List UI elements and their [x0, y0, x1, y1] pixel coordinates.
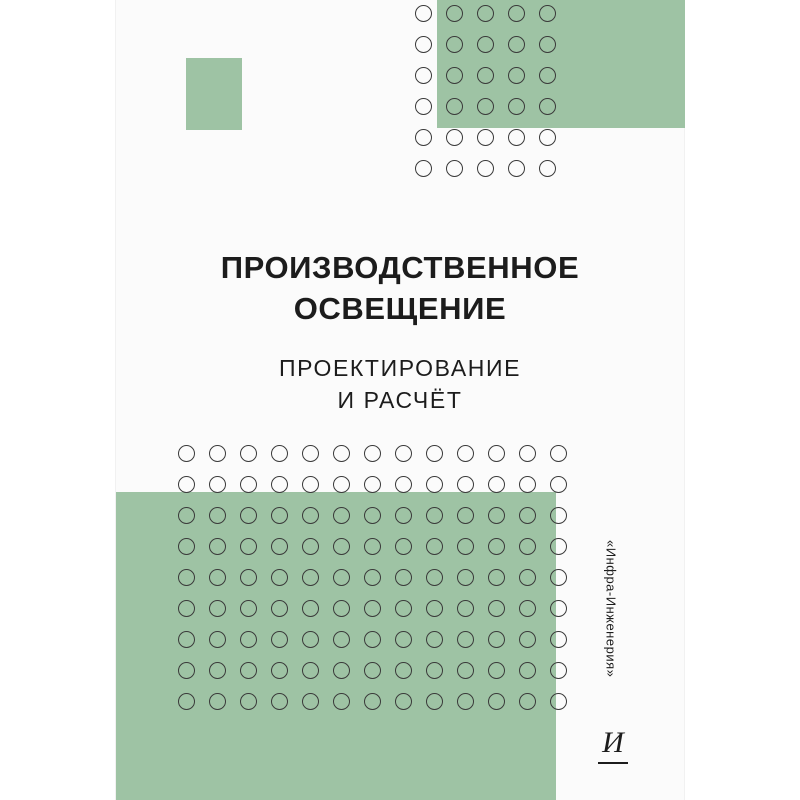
decorative-dot [415, 160, 432, 177]
decorative-dot [395, 693, 412, 710]
decorative-dot [302, 693, 319, 710]
decorative-dot [488, 693, 505, 710]
decorative-dot [178, 507, 195, 524]
decorative-dot [508, 129, 525, 146]
decorative-dot [395, 538, 412, 555]
decorative-dot [426, 662, 443, 679]
decorative-dot [209, 693, 226, 710]
decorative-dot [302, 662, 319, 679]
publisher-logo-icon: И [598, 722, 628, 764]
decorative-dot [302, 600, 319, 617]
decorative-dot [426, 538, 443, 555]
decorative-dot [178, 631, 195, 648]
decorative-dot [178, 445, 195, 462]
decorative-dot [426, 631, 443, 648]
decorative-dot [178, 693, 195, 710]
decorative-dot [209, 662, 226, 679]
decorative-dot [539, 129, 556, 146]
decorative-dot [550, 662, 567, 679]
decorative-dot [477, 160, 494, 177]
decorative-dot [415, 98, 432, 115]
decorative-dot [488, 538, 505, 555]
decorative-dot [426, 693, 443, 710]
decorative-dot [209, 631, 226, 648]
decorative-dot [519, 600, 536, 617]
decorative-dot [508, 36, 525, 53]
decorative-dot [488, 600, 505, 617]
decorative-dot [508, 98, 525, 115]
decorative-dot [333, 631, 350, 648]
decorative-dot [457, 538, 474, 555]
decorative-dot [395, 600, 412, 617]
decorative-dot [488, 445, 505, 462]
decorative-dot [519, 631, 536, 648]
decorative-dot [446, 160, 463, 177]
decorative-dot [209, 600, 226, 617]
decorative-dot [508, 67, 525, 84]
decorative-dot [333, 507, 350, 524]
decorative-dot [415, 5, 432, 22]
publisher-name [596, 540, 626, 740]
decorative-dot [364, 631, 381, 648]
decorative-dot [519, 445, 536, 462]
decorative-dot [364, 600, 381, 617]
decorative-dot [333, 538, 350, 555]
decorative-dot [426, 445, 443, 462]
decorative-dot [446, 36, 463, 53]
decorative-dot [395, 631, 412, 648]
decorative-dot [415, 129, 432, 146]
decorative-dot [240, 569, 257, 586]
decorative-dot [446, 67, 463, 84]
title-block [116, 248, 684, 416]
decorative-dot [477, 67, 494, 84]
book-subtitle: ПРОЕКТИРОВАНИЕ И РАСЧЁТ [278, 354, 522, 413]
decorative-dot [426, 507, 443, 524]
decorative-dot [519, 507, 536, 524]
decorative-dot [271, 569, 288, 586]
decorative-dot [178, 600, 195, 617]
decorative-dot [333, 476, 350, 493]
decorative-dot [209, 569, 226, 586]
decorative-dot [550, 538, 567, 555]
decorative-dot [457, 693, 474, 710]
decorative-dot [209, 476, 226, 493]
decorative-dot [426, 600, 443, 617]
green-square-top [186, 58, 242, 130]
decorative-dot [240, 476, 257, 493]
decorative-dot [333, 569, 350, 586]
decorative-dot [550, 476, 567, 493]
decorative-dot [477, 5, 494, 22]
decorative-dot [395, 507, 412, 524]
decorative-dot [240, 631, 257, 648]
decorative-dot [539, 67, 556, 84]
decorative-dot [178, 662, 195, 679]
decorative-dot [364, 662, 381, 679]
decorative-dot [302, 507, 319, 524]
decorative-dot [240, 538, 257, 555]
decorative-dot [240, 662, 257, 679]
decorative-dot [333, 662, 350, 679]
decorative-dot [550, 445, 567, 462]
decorative-dot [271, 631, 288, 648]
decorative-dot [364, 445, 381, 462]
decorative-dot [302, 631, 319, 648]
decorative-dot [488, 507, 505, 524]
decorative-dot [539, 5, 556, 22]
decorative-dot [539, 160, 556, 177]
decorative-dot [488, 662, 505, 679]
decorative-dot [457, 631, 474, 648]
decorative-dot [446, 129, 463, 146]
decorative-dot [415, 67, 432, 84]
decorative-dot [519, 476, 536, 493]
decorative-dot [271, 507, 288, 524]
decorative-dot [488, 631, 505, 648]
decorative-dot [240, 445, 257, 462]
decorative-dot [209, 538, 226, 555]
decorative-dot [271, 600, 288, 617]
publisher-label: «Инфра-Инженерия» [603, 540, 619, 678]
decorative-dot [457, 662, 474, 679]
decorative-dot [302, 476, 319, 493]
decorative-dot [477, 129, 494, 146]
decorative-dot [271, 693, 288, 710]
decorative-dot [519, 538, 536, 555]
decorative-dot [550, 631, 567, 648]
decorative-dot [457, 445, 474, 462]
decorative-dot [539, 98, 556, 115]
decorative-dot [271, 538, 288, 555]
decorative-dot [302, 569, 319, 586]
decorative-dot [240, 600, 257, 617]
decorative-dot [395, 445, 412, 462]
decorative-dot [333, 693, 350, 710]
decorative-dot [457, 507, 474, 524]
decorative-dot [302, 538, 319, 555]
decorative-dot [457, 600, 474, 617]
decorative-dot [364, 507, 381, 524]
book-title: ПРОИЗВОДСТВЕННОЕ ОСВЕЩЕНИЕ [220, 250, 580, 326]
decorative-dot [446, 98, 463, 115]
decorative-dot [302, 445, 319, 462]
decorative-dot [488, 476, 505, 493]
decorative-dot [271, 445, 288, 462]
decorative-dot [550, 693, 567, 710]
decorative-dot [457, 569, 474, 586]
decorative-dot [333, 445, 350, 462]
decorative-dot [539, 36, 556, 53]
decorative-dot [209, 445, 226, 462]
decorative-dot [395, 569, 412, 586]
decorative-dot [364, 476, 381, 493]
decorative-dot [550, 600, 567, 617]
dot-grid-bottom [178, 445, 581, 724]
decorative-dot [415, 36, 432, 53]
decorative-dot [364, 693, 381, 710]
decorative-dot [477, 36, 494, 53]
decorative-dot [477, 98, 494, 115]
decorative-dot [271, 662, 288, 679]
decorative-dot [178, 538, 195, 555]
decorative-dot [240, 693, 257, 710]
decorative-dot [271, 476, 288, 493]
decorative-dot [395, 662, 412, 679]
decorative-dot [364, 538, 381, 555]
decorative-dot [426, 569, 443, 586]
decorative-dot [446, 5, 463, 22]
decorative-dot [519, 662, 536, 679]
decorative-dot [333, 600, 350, 617]
dot-grid-top [415, 5, 570, 191]
decorative-dot [209, 507, 226, 524]
decorative-dot [508, 5, 525, 22]
decorative-dot [457, 476, 474, 493]
decorative-dot [550, 569, 567, 586]
decorative-dot [488, 569, 505, 586]
decorative-dot [550, 507, 567, 524]
decorative-dot [364, 569, 381, 586]
decorative-dot [240, 507, 257, 524]
decorative-dot [178, 569, 195, 586]
decorative-dot [395, 476, 412, 493]
decorative-dot [178, 476, 195, 493]
decorative-dot [426, 476, 443, 493]
decorative-dot [508, 160, 525, 177]
decorative-dot [519, 569, 536, 586]
decorative-dot [519, 693, 536, 710]
